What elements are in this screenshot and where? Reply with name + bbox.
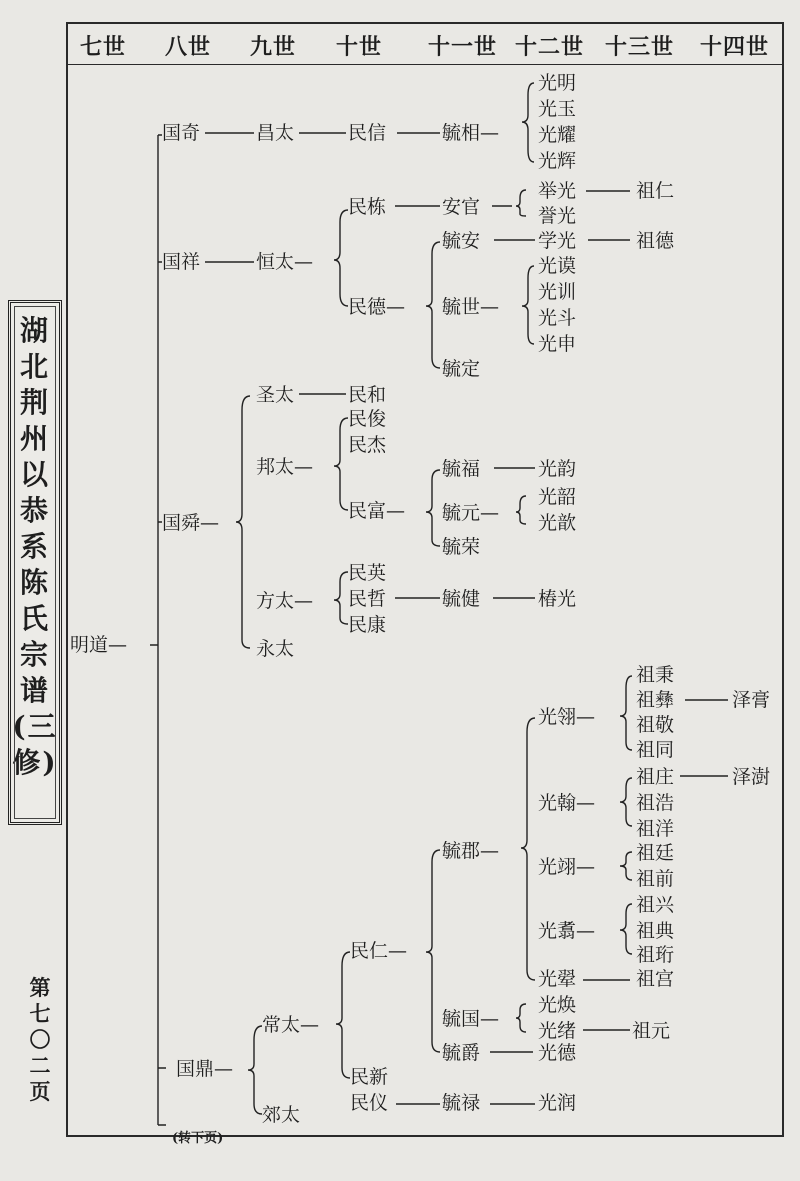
node-fang-tai: 方太— xyxy=(256,590,314,612)
node-min-jie: 民杰 xyxy=(348,434,387,456)
node-zu-zhuang: 祖庄 xyxy=(636,766,675,788)
node-guo-shun: 国舜— xyxy=(162,512,220,534)
node-zu-jing: 祖敬 xyxy=(636,714,675,736)
node-guang-hui: 光辉 xyxy=(538,150,577,172)
node-min-fu: 民富— xyxy=(348,500,406,522)
node-an-guan: 安官 xyxy=(442,196,481,218)
node-guang-yu: 光玉 xyxy=(538,98,577,120)
node-yu-xiang: 毓相— xyxy=(442,122,500,144)
node-guo-xiang: 国祥 xyxy=(162,251,201,273)
node-guang-han: 光翰— xyxy=(538,792,596,814)
node-zu-xing: 祖兴 xyxy=(636,894,675,916)
node-ju-guang: 举光 xyxy=(538,180,577,202)
node-xue-guang: 学光 xyxy=(538,230,577,252)
generation-header: 十三世 xyxy=(605,34,675,60)
node-min-dong: 民栋 xyxy=(348,196,387,218)
node-guang-huan: 光焕 xyxy=(538,994,577,1016)
node-guang-xin: 光歆 xyxy=(538,512,577,534)
node-guang-shen: 光申 xyxy=(538,333,577,355)
generation-header: 十二世 xyxy=(515,34,585,60)
node-min-ying: 民英 xyxy=(348,562,387,584)
node-min-xin-2: 民新 xyxy=(350,1066,389,1088)
node-zu-bing: 祖秉 xyxy=(636,664,675,686)
node-guang-xu-1: 光翎— xyxy=(538,706,596,728)
node-min-zhe: 民哲 xyxy=(348,588,387,610)
node-guang-de: 光德 xyxy=(538,1042,577,1064)
node-chun-guang: 椿光 xyxy=(538,588,577,610)
node-zu-yi: 祖彝 xyxy=(636,689,675,711)
generation-header: 十世 xyxy=(336,34,383,60)
node-guo-ding: 国鼎— xyxy=(176,1058,234,1080)
node-ze-gao: 泽膏 xyxy=(732,689,771,711)
node-guang-zhu: 光翥— xyxy=(538,920,596,942)
node-zu-ting: 祖廷 xyxy=(636,842,675,864)
node-min-ren: 民仁— xyxy=(350,940,408,962)
node-heng-tai: 恒太— xyxy=(256,251,314,273)
node-chang-tai-2: 常太— xyxy=(262,1014,320,1036)
node-yu-yuan: 毓元— xyxy=(442,502,500,524)
node-guo-qi: 国奇 xyxy=(162,122,201,144)
node-guang-run: 光润 xyxy=(538,1092,577,1114)
node-sheng-tai: 圣太 xyxy=(256,384,295,406)
node-zu-qian: 祖前 xyxy=(636,868,675,890)
continued-note: (转下页) xyxy=(172,1131,224,1146)
node-guang-yun: 光韵 xyxy=(538,458,577,480)
generation-header: 七世 xyxy=(80,34,127,60)
node-guang-xu-3: 光绪 xyxy=(538,1020,577,1042)
node-guang-mo: 光谟 xyxy=(538,255,577,277)
generation-header: 十一世 xyxy=(428,34,498,60)
node-min-kang: 民康 xyxy=(348,614,387,636)
node-min-yi: 民仪 xyxy=(350,1092,389,1114)
node-guang-xun: 光训 xyxy=(538,281,577,303)
node-min-he: 民和 xyxy=(348,384,387,406)
node-chang-tai: 昌太 xyxy=(256,122,295,144)
node-yu-ding: 毓定 xyxy=(442,358,481,380)
node-yu-jian: 毓健 xyxy=(442,588,481,610)
node-yu-shi: 毓世— xyxy=(442,296,500,318)
node-zu-tong: 祖同 xyxy=(636,739,675,761)
node-zu-de: 祖德 xyxy=(636,230,675,252)
node-yong-tai: 永太 xyxy=(256,638,295,660)
node-yu-guo: 毓国— xyxy=(442,1008,500,1030)
node-yu-guang: 誉光 xyxy=(538,205,577,227)
node-zu-hao: 祖浩 xyxy=(636,792,675,814)
node-ze-shu: 泽澍 xyxy=(732,766,771,788)
node-yu-lu: 毓禄 xyxy=(442,1092,481,1114)
genealogy-title: 湖北荆州以恭系陈氏宗谱(三修) xyxy=(8,300,62,825)
node-zu-dian: 祖典 xyxy=(636,920,675,942)
generation-header: 九世 xyxy=(250,34,297,60)
node-guang-ming: 光明 xyxy=(538,72,577,94)
node-yu-jue: 毓爵 xyxy=(442,1042,481,1064)
node-zu-yang: 祖洋 xyxy=(636,818,675,840)
node-guang-dou: 光斗 xyxy=(538,307,577,329)
node-ming-dao: 明道— xyxy=(70,634,128,656)
node-min-jun: 民俊 xyxy=(348,408,387,430)
page-number: 第七〇二页 xyxy=(29,975,51,1104)
node-yu-an: 毓安 xyxy=(442,230,481,252)
node-zu-ren: 祖仁 xyxy=(636,180,675,202)
node-yu-fu: 毓福 xyxy=(442,458,481,480)
node-guang-shao: 光韶 xyxy=(538,486,577,508)
node-zu-gong: 祖宫 xyxy=(636,968,675,990)
node-guang-yao: 光耀 xyxy=(538,124,577,146)
node-bang-tai: 邦太— xyxy=(256,456,314,478)
node-min-de: 民德— xyxy=(348,296,406,318)
node-zu-yuan: 祖元 xyxy=(632,1020,671,1042)
node-guang-xu-2: 光翊— xyxy=(538,856,596,878)
node-yu-jun: 毓郡— xyxy=(442,840,500,862)
node-yu-rong: 毓荣 xyxy=(442,536,481,558)
generation-header: 十四世 xyxy=(700,34,770,60)
node-zu-heng: 祖珩 xyxy=(636,944,675,966)
node-guang-zhu-2: 光翚 xyxy=(538,968,577,990)
node-jiao-tai: 郊太 xyxy=(262,1104,301,1126)
node-min-xin: 民信 xyxy=(348,122,387,144)
generation-header: 八世 xyxy=(165,34,212,60)
